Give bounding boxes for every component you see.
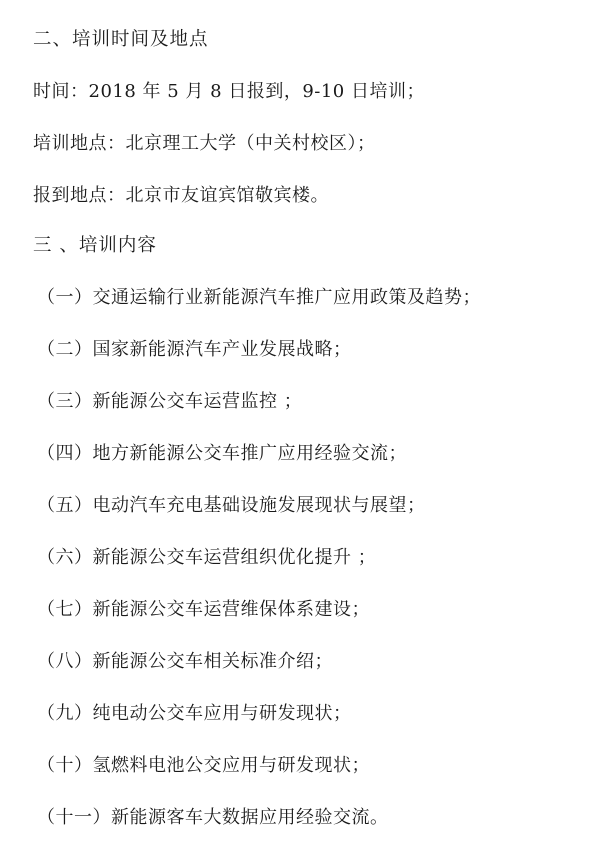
- content-item-4: （四）地方新能源公交车推广应用经验交流；: [37, 443, 407, 464]
- section-3-heading: 三 、培训内容: [33, 235, 157, 256]
- training-time: 时间：2018 年 5 月 8 日报到，9-10 日培训；: [33, 81, 425, 102]
- content-item-8: （八）新能源公交车相关标准介绍；: [37, 651, 333, 672]
- content-item-7: （七）新能源公交车运营维保体系建设；: [37, 599, 370, 620]
- content-item-2: （二）国家新能源汽车产业发展战略；: [37, 339, 352, 360]
- content-item-10: （十）氢燃料电池公交应用与研发现状；: [37, 755, 370, 776]
- content-item-9: （九）纯电动公交车应用与研发现状；: [37, 703, 352, 724]
- content-item-1: （一）交通运输行业新能源汽车推广应用政策及趋势；: [37, 287, 481, 308]
- checkin-location: 报到地点：北京市友谊宾馆敬宾楼。: [33, 185, 329, 206]
- content-item-5: （五）电动汽车充电基础设施发展现状与展望；: [37, 495, 426, 516]
- training-venue: 培训地点：北京理工大学（中关村校区）；: [33, 133, 376, 154]
- content-item-6: （六）新能源公交车运营组织优化提升 ；: [37, 547, 377, 568]
- section-2-heading: 二、培训时间及地点: [33, 29, 209, 50]
- content-item-3: （三）新能源公交车运营监控 ；: [37, 391, 303, 412]
- content-item-11: （十一）新能源客车大数据应用经验交流。: [37, 807, 389, 828]
